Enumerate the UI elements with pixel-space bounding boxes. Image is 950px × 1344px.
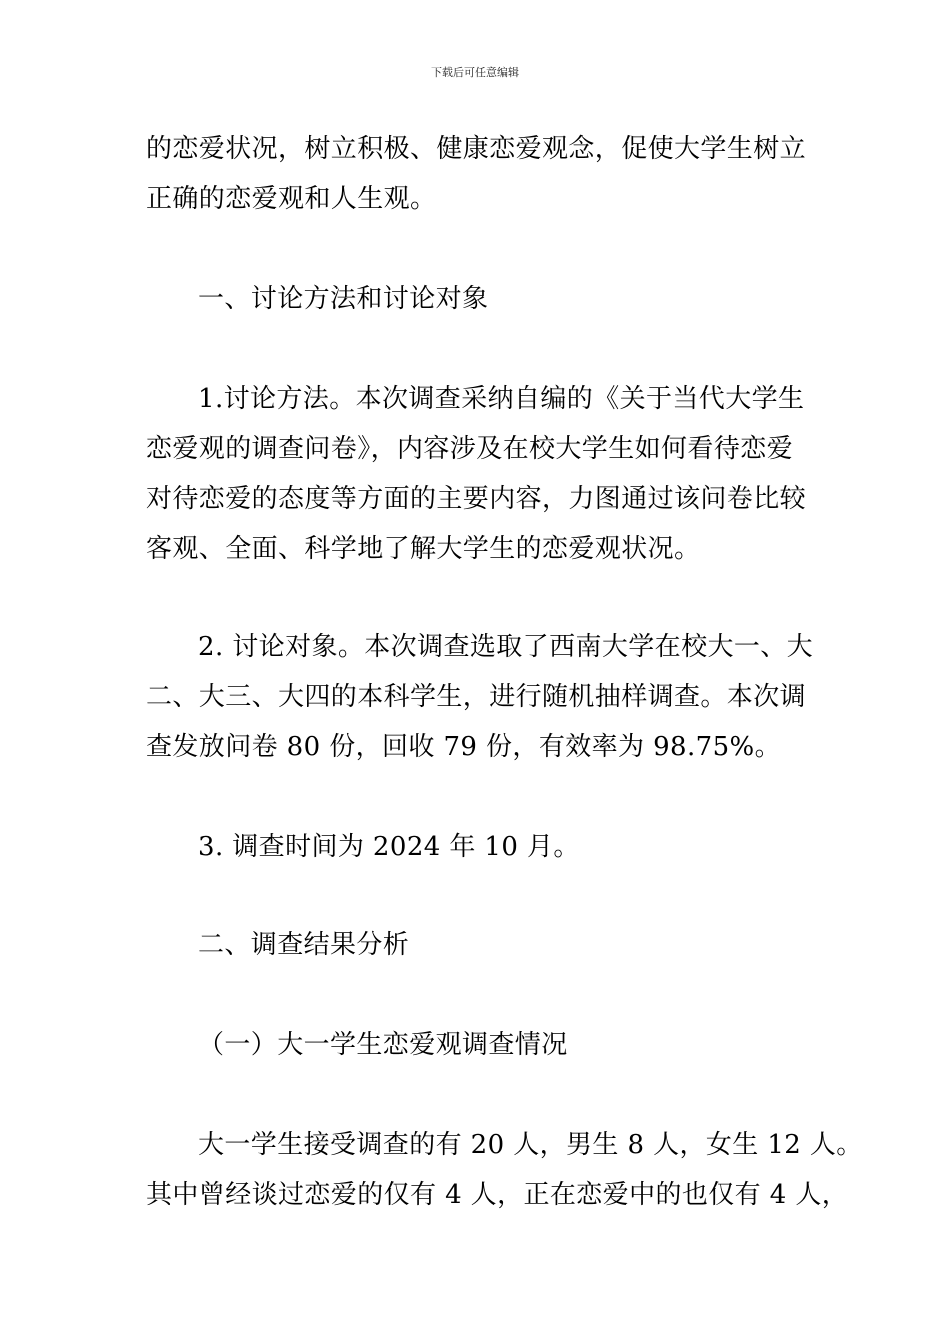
paragraph-subjects: [146, 622, 814, 772]
text-line: 正确的恋爱观和人生观。: [146, 184, 437, 214]
heading-line: 二、调查结果分析: [198, 930, 410, 960]
subsection-heading-freshmen: [146, 1020, 808, 1070]
text-line: 客观、全面、科学地了解大学生的恋爱观状况。: [146, 534, 701, 564]
text-line: 的恋爱状况，树立积极、健康恋爱观念，促使大学生树立: [146, 134, 807, 164]
text-line: 对待恋爱的态度等方面的主要内容，力图通过该问卷比较: [146, 484, 807, 514]
paragraph-freshmen: [146, 1120, 863, 1220]
text-line: 2. 讨论对象。本次调查选取了西南大学在校大一、大: [198, 632, 814, 662]
text-line: 查发放问卷 80 份，回收 79 份，有效率为 98.75%。: [146, 732, 782, 762]
text-line: 恋爱观的调查问卷》，内容涉及在校大学生如何看待恋爱: [146, 434, 794, 464]
paragraph-intro-continued: [146, 124, 808, 224]
text-line: 大一学生接受调查的有 20 人，男生 8 人，女生 12 人。: [198, 1130, 863, 1160]
heading-line: 一、讨论方法和讨论对象: [198, 284, 489, 314]
section-heading-methods: [146, 274, 808, 324]
text-line: 3. 调查时间为 2024 年 10 月。: [198, 832, 580, 862]
section-heading-results: [146, 920, 808, 970]
page-header: 下载后可任意编辑: [431, 66, 519, 79]
heading-line: （一）大一学生恋爱观调查情况: [198, 1030, 568, 1060]
paragraph-method: [146, 374, 808, 574]
text-line: 1.讨论方法。本次调查采纳自编的《关于当代大学生: [198, 384, 805, 414]
text-line: 其中曾经谈过恋爱的仅有 4 人，正在恋爱中的也仅有 4 人，: [146, 1180, 849, 1210]
paragraph-survey-time: [146, 822, 808, 872]
text-line: 二、大三、大四的本科学生，进行随机抽样调查。本次调: [146, 682, 807, 712]
